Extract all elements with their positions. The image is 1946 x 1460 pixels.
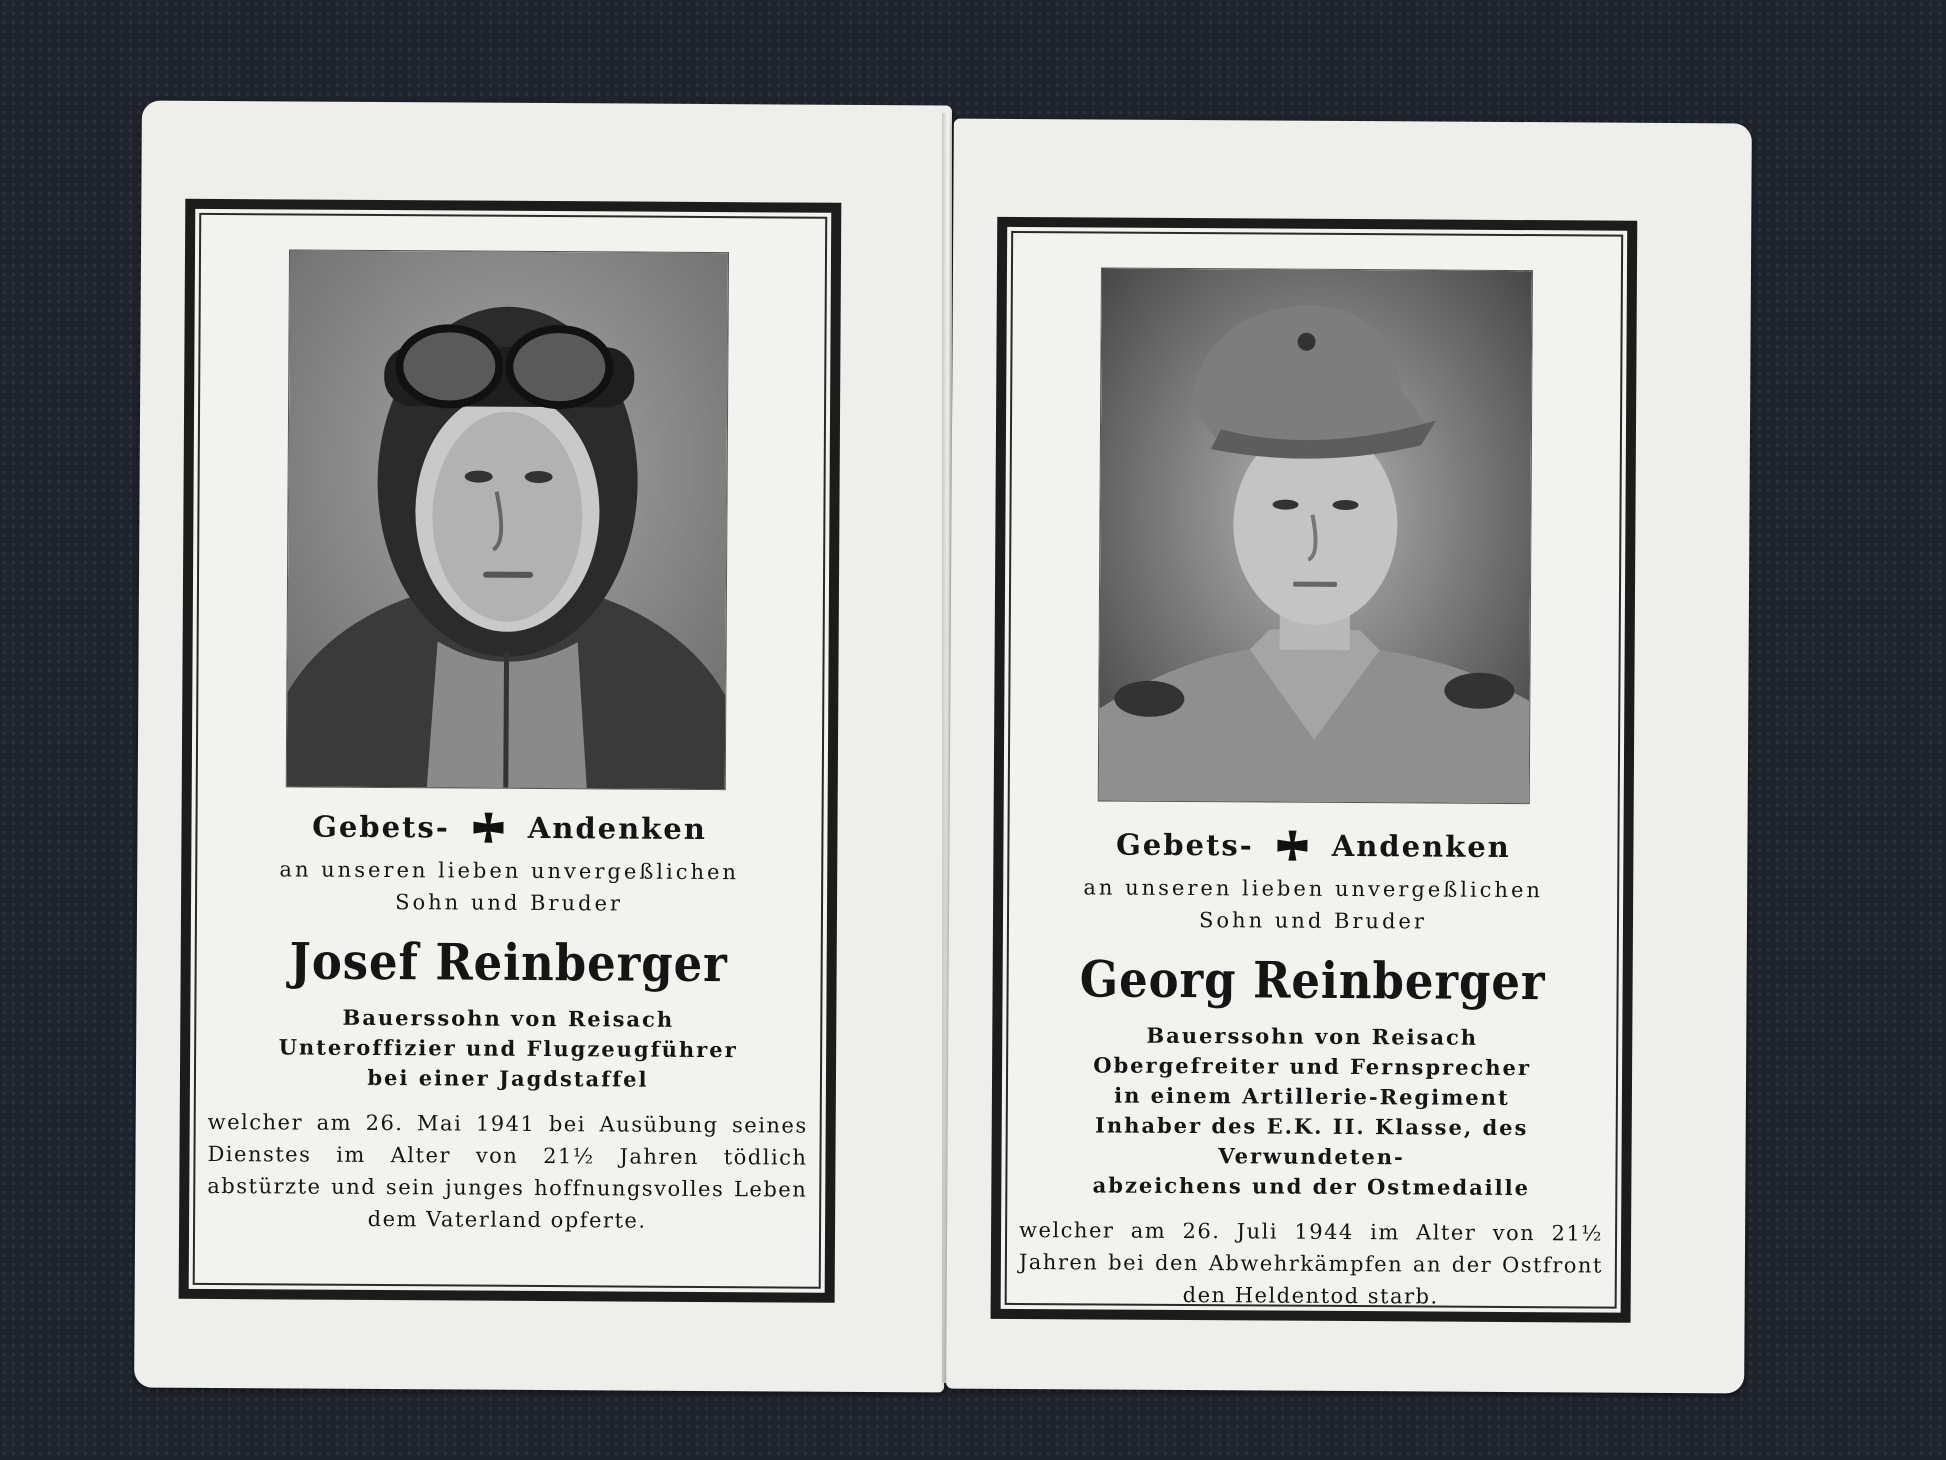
prayer-heading [1021,827,1605,865]
heading-word-andenken: Andenken [1331,828,1511,864]
detail-medals: abzeichens und der Ostmedaille [1092,1172,1531,1201]
death-description: welcher am 26. Mai 1941 bei Ausübung seines Dienstes im Alter von 21½ Jahren tödlich abstürzte und sein junges hoffnungsvolles Leben dem Vaterland opferte. [207,1109,808,1233]
detail-origin: Bauerssohn von Reisach [342,1004,675,1032]
right-card-text [1019,827,1606,1314]
intro-line: an unseren lieben unvergeßlichen [279,857,740,885]
detail-unit: bei einer Jagdstaffel [367,1064,649,1092]
deceased-name: Josef Reinberger [289,931,728,994]
memorial-card [138,103,1758,1390]
relation-line: Sohn und Bruder [395,890,624,916]
relation-line: Sohn und Bruder [1198,908,1427,934]
heading-word-andenken: Andenken [527,810,707,847]
detail-rank: Obergefreiter und Fernsprecher [1093,1052,1532,1081]
detail-origin: Bauerssohn von Reisach [1146,1022,1479,1050]
heading-word-gebets: Gebets- [312,809,450,845]
detail-rank: Unteroffizier und Flugzeugführer [278,1034,738,1063]
death-description: welcher am 26. Juli 1944 im Alter von 21½ Jahren bei den Abwehrkämpfen an der Ostfront den Heldentod starb. [1018,1217,1604,1309]
detail-decorations: Inhaber des E.K. II. Klasse, des Verwundeten- [1094,1112,1529,1170]
mourning-border [179,199,842,1303]
left-page [134,101,952,1393]
prayer-heading [209,809,809,847]
iron-cross-icon [1276,829,1310,863]
deceased-name: Georg Reinberger [1079,949,1546,1012]
soldier-portrait-photo [1098,267,1533,804]
detail-unit: in einem Artillerie-Regiment [1114,1082,1510,1110]
heading-word-gebets: Gebets- [1115,827,1254,863]
mourning-border [991,217,1638,1323]
pilot-portrait-photo [286,249,729,790]
right-page [946,119,1752,1394]
iron-cross-icon [472,811,506,845]
intro-line: an unseren lieben unvergeßlichen [1083,875,1544,903]
left-card-text [207,809,810,1238]
